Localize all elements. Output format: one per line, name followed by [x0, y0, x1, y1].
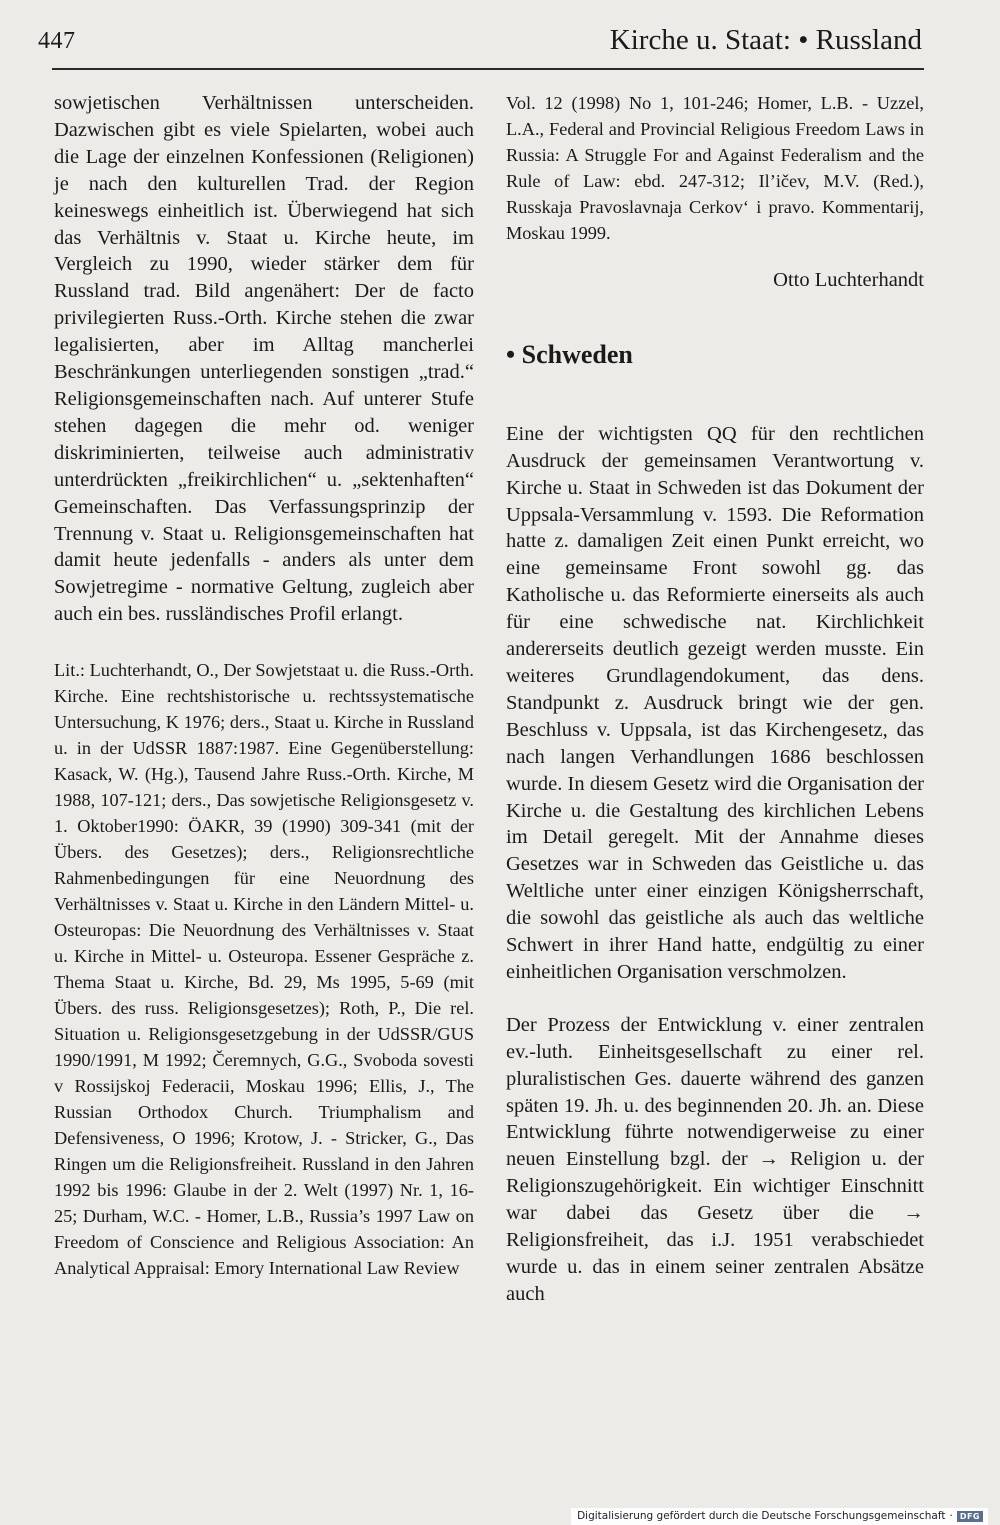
- literature-list: Lit.: Luchterhandt, O., Der Sowjetstaat u. die Russ.-Orth. Kirche. Eine rechtshistorische u. rechtssystematische Untersuchung, K 1976; ders., Staat u. Kirche in Russland u. in der UdSSR 1887:1987. Eine Gegenüberstellung: Kasack, W. (Hg.), Tausend Jahre Russ.-Orth. Kirche, M 1988, 107-121; ders., Das sowjetische Religionsgesetz v. 1. Oktober1990: ÖAKR, 39 (1990) 309-341 (mit der Übers. des Gesetzes); ders., Religionsrechtliche Rahmenbedingungen für eine Neuordnung des Verhältnisses v. Staat u. Kirche in den Ländern Mittel- u. Osteuropas: Die Neuordnung des Verhältnisses v. Staat u. Kirche in Mittel- u. Osteuropa. Essener Gespräche z. Thema Staat u. Kirche, Bd. 29, Ms 1995, 5-69 (mit Übers. des russ. Religionsgesetzes); Roth, P., Die rel. Situation u. Religionsgesetzgebung in der UdSSR/GUS 1990/1991, M 1992; Čeremnych, G.G., Svoboda sovesti v Rossijskoj Federacii, Moskau 1996; Ellis, J., The Russian Orthodox Church. Triumphalism and Defensiveness, O 1996; Krotow, J. - Stricker, G., Das Ringen um die Religionsfreiheit. Russland in den Jahren 1992 bis 1996: Glaube in der 2. Welt (1997) Nr. 1, 16-25; Durham, W.C. - Homer, L.B., Russia’s 1997 Law on Freedom of Conscience and Religious Association: An Analytical Appraisal: Emory International Law Review: [54, 660, 474, 1279]
- section-title: • Schweden: [506, 339, 633, 369]
- literature-continued: Vol. 12 (1998) No 1, 101-246; Homer, L.B. - Uzzel, L.A., Federal and Provincial Religious Freedom Laws in Russia: A Struggle For and Against Federalism and the Rule of Law: ebd. 247-312; Il’ičev, M.V. (Red.), Russkaja Pravoslavnaja Cerkov‘ i pravo. Kommentarij, Moskau 1999.: [506, 93, 924, 243]
- page-number: 447: [38, 28, 76, 54]
- body-paragraph-2: Der Prozess der Entwicklung v. einer zentralen ev.-luth. Einheitsgesellschaft zu einer rel. pluralistischen Ges. dauerte während des ganzen späten 19. Jh. u. des beginnenden 20. Jh. an. Diese Entwicklung führte notwendigerweise zu einer neuen Einstellung bzgl. der → Religion u. der Religionszugehörigkeit. Ein wichtiger Einschnitt war dabei das Gesetz über die → Religionsfreiheit, das i.J. 1951 verabschiedet wurde u. das in einem seiner zentralen Absätze auch: [506, 1013, 924, 1305]
- body-paragraph-1: Eine der wichtigsten QQ für den rechtlichen Ausdruck der gemeinsamen Verantwortung v. Kirche u. Staat in Schweden ist das Dokument der Uppsala-Versammlung v. 1593. Die Reformation hatte z. damaligen Zeit einen Punkt erreicht, wo eine gemeinsame Front sowohl gg. das Katholische u. das Reformierte einerseits als auch für eine schwedische nat. Kirchlichkeit andererseits deutlich gezeigt werden musste. Ein weiteres Grundlagendokument, das dens. Standpunkt z. Ausdruck bringt wie der gen. Beschluss v. Uppsala, ist das Kirchengesetz, das nach langen Verhandlungen 1686 beschlossen wurde. In diesem Gesetz wird die Organisation der Kirche u. die Gestaltung des kirchlichen Lebens im Detail geregelt. Mit der Annahme dieses Gesetzes war in Schweden das Geistliche u. das Weltliche unter einer einzigen Königsherrschaft, die sowohl das geistliche als auch das weltliche Schwert in ihrer Hand hatte, endgültig zu einer einheitlichen Organisation verschmolzen.: [506, 422, 924, 983]
- digitization-footer: Digitalisierung gefördert durch die Deutsche Forschungsgemeinschaft · DFG: [571, 1508, 988, 1525]
- body-paragraph: sowjetischen Verhältnissen unterscheiden. Dazwischen gibt es viele Spielarten, wobei auch die Lage der einzelnen Konfessionen (Religionen) je nach den kulturellen Trad. der Region keineswegs einheitlich ist. Überwiegend hat sich das Verhältnis v. Staat u. Kirche heute, im Vergleich zu 1990, wieder stärker dem für Russland trad. Bild angenähert: Der de facto privilegierten Russ.-Orth. Kirche stehen die zwar legalisierten, aber im Alltag mancherlei Beschränkungen unterliegenden sonstigen „trad.“ Religionsgemeinschaften nach. Auf unterer Stufe stehen dagegen die mehr od. weniger diskriminierten, teilweise auch administrativ unterdrückten „freikirchlichen“ u. „sektenhaften“ Gemeinschaften. Das Verfassungsprinzip der Trennung v. Staat u. Religionsgemeinschaften hat damit heute jedenfalls - anders als unter dem Sowjetregime - normative Geltung, zugleich aber auch ein bes. russländisches Profil erlangt.: [54, 92, 474, 626]
- left-column: [54, 90, 474, 1281]
- dfg-logo-icon: DFG: [957, 1511, 983, 1522]
- header-rule: [52, 68, 924, 70]
- running-head: Kirche u. Staat: • Russland: [609, 24, 922, 56]
- author-name: Otto Luchterhandt: [773, 269, 924, 291]
- right-column: [506, 90, 924, 1308]
- footer-text: Digitalisierung gefördert durch die Deutsche Forschungsgemeinschaft: [577, 1510, 946, 1522]
